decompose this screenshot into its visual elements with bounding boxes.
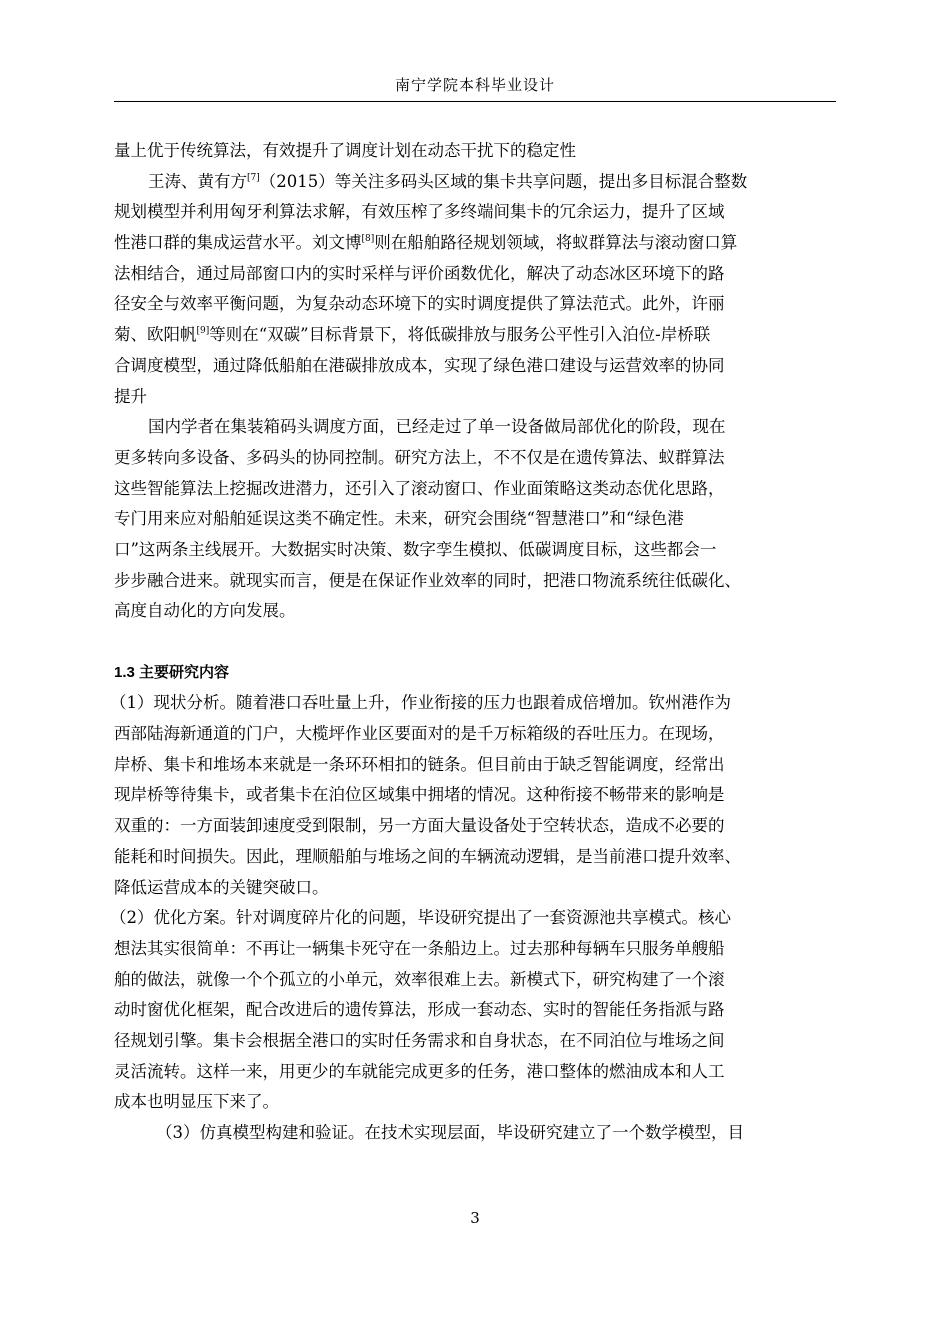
- page-body: [110, 136, 836, 1149]
- running-header: 南宁学院本科毕业设计: [394, 76, 555, 94]
- item-status-analysis: [110, 688, 836, 903]
- text-line: 量上优于传统算法，有效提升了调度计划在动态干扰下的稳定性: [114, 141, 576, 160]
- text-line: 想法其实很简单：不再让一辆集卡死守在一条船边上。过去那种每辆车只服务单艘船: [114, 938, 725, 958]
- text-line: 灵活流转。这样一来，用更少的车就能完成更多的任务，港口整体的燃油成本和人工: [114, 1061, 725, 1081]
- section-heading: 1.3 主要研究内容: [114, 663, 230, 681]
- text-line: 西部陆海新通道的门户，大榄坪作业区要面对的是千万标箱级的吞吐压力。在现场，: [114, 724, 725, 744]
- text-line: 提升: [114, 386, 147, 406]
- citation-ref: [8]: [361, 234, 375, 245]
- text-line: 径规划引擎。集卡会根据全港口的实时任务需求和自身状态，在不同泊位与堆场之间: [114, 1030, 725, 1050]
- text-line: 岸桥、集卡和堆场本来就是一条环环相扣的链条。但目前由于缺乏智能调度，经常出: [114, 754, 725, 774]
- spacer: [114, 627, 836, 658]
- text-line: 规划模型并利用匈牙利算法求解，有效压榨了多终端间集卡的冗余运力，提升了区域: [114, 202, 725, 222]
- text-line: （1）现状分析。随着港口吞吐量上升，作业衔接的压力也跟着成倍增加。钦州港作为: [110, 693, 731, 713]
- paragraph-continuation: [114, 136, 836, 167]
- text-line: 径安全与效率平衡问题，为复杂动态环境下的实时调度提供了算法范式。此外，许丽: [114, 294, 725, 314]
- text-line: 性港口群的集成运营水平。刘文博[8]则在船舶路径规划领域，将蚁群算法与滚动窗口算: [114, 233, 738, 253]
- text-line: 成本也明显压下来了。: [114, 1092, 279, 1112]
- citation-ref: [7]: [247, 172, 260, 183]
- citation-ref: [9]: [196, 326, 210, 337]
- text-line: 国内学者在集装箱码头调度方面，已经走过了单一设备做局部优化的阶段，现在: [148, 417, 726, 437]
- text-line: 菊、欧阳帆[9]等则在“双碳”目标背景下，将低碳排放与服务公平性引入泊位-岸桥联: [114, 325, 711, 345]
- item-optimization-plan: [110, 903, 836, 1118]
- text-line: 高度自动化的方向发展。: [114, 601, 296, 621]
- text-line: 降低运营成本的关键突破口。: [114, 877, 329, 897]
- paragraph-summary: [114, 412, 836, 627]
- text-line: 现岸桥等待集卡，或者集卡在泊位区域集中拥堵的情况。这种衔接不畅带来的影响是: [114, 785, 725, 805]
- text-line: 专门用来应对船舶延误这类不确定性。未来，研究会围绕“智慧港口”和“绿色港: [114, 509, 684, 529]
- text-line: 能耗和时间损失。因此，理顺船舶与堆场之间的车辆流动逻辑，是当前港口提升效率、: [114, 846, 741, 866]
- text-line: 合调度模型，通过降低船舶在港碳排放成本，实现了绿色港口建设与运营效率的协同: [114, 355, 725, 375]
- header-rule: [114, 101, 836, 102]
- text-line: 王涛、黄有方[7]（2015）等关注多码头区域的集卡共享问题，提出多目标混合整数: [148, 171, 748, 191]
- text-line: 口”这两条主线展开。大数据实时决策、数字孪生模拟、低碳调度目标，这些都会一: [114, 539, 717, 559]
- text-line: 舶的做法，就像一个个孤立的小单元，效率很难上去。新模式下，研究构建了一个滚: [114, 969, 725, 989]
- text-line: 更多转向多设备、多码头的协同控制。研究方法上，不不仅是在遗传算法、蚁群算法: [114, 447, 725, 467]
- text-line: 这些智能算法上挖掘改进潜力，还引入了滚动窗口、作业面策略这类动态优化思路，: [114, 478, 725, 498]
- text-line: 步步融合进来。就现实而言，便是在保证作业效率的同时，把港口物流系统往低碳化、: [114, 570, 741, 590]
- text-line: （2）优化方案。针对调度碎片化的问题，毕设研究提出了一套资源池共享模式。核心: [110, 908, 731, 928]
- page-number: 3: [470, 1209, 480, 1227]
- text-line: 动时窗优化框架，配合改进后的遗传算法，形成一套动态、实时的智能任务指派与路: [114, 1000, 725, 1020]
- item-simulation: [114, 1118, 836, 1149]
- text-line: 法相结合，通过局部窗口内的实时采样与评价函数优化，解决了动态冰区环境下的路: [114, 263, 725, 283]
- text-line: （3）仿真模型构建和验证。在技术实现层面，毕设研究建立了一个数学模型，目: [156, 1123, 744, 1142]
- paragraph-literature-review: [114, 167, 836, 413]
- text-line: 双重的：一方面装卸速度受到限制，另一方面大量设备处于空转状态，造成不必要的: [114, 816, 725, 836]
